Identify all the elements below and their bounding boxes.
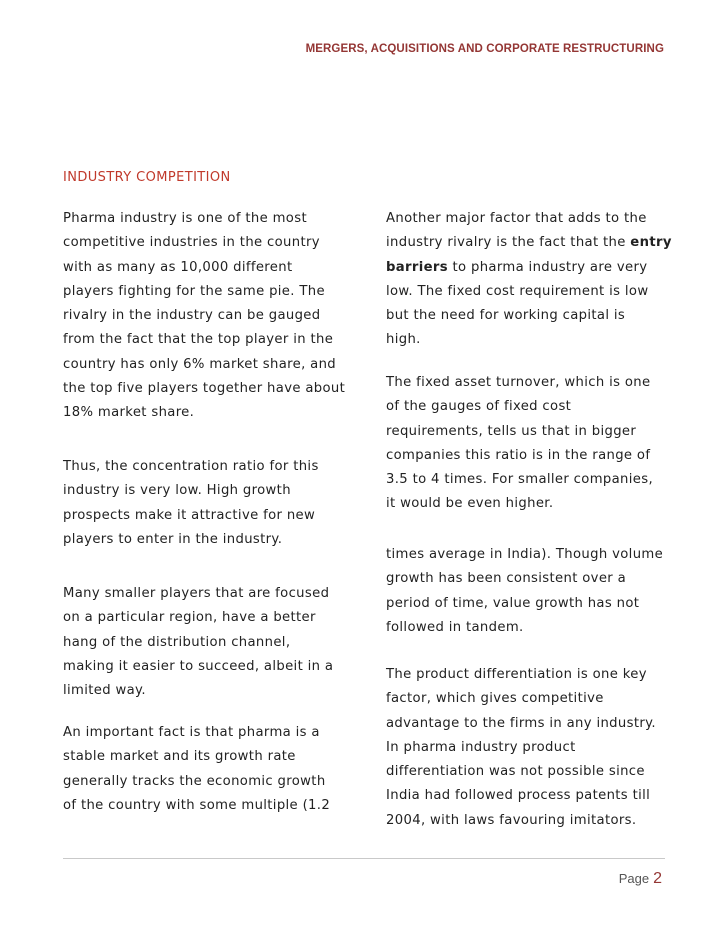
page-number: 2 <box>653 870 662 887</box>
text-line: The product differentiation is one key <box>386 667 647 682</box>
right-paragraph-1 <box>386 207 672 353</box>
text-line: players to enter in the industry. <box>63 531 283 547</box>
emphasis-barriers: barriers <box>386 259 448 275</box>
text-line: of the country with some multiple (1.2 <box>63 797 331 813</box>
text-line: on a particular region, have a better <box>63 610 316 626</box>
text-line: 3.5 to 4 times. For smaller companies, <box>386 472 653 488</box>
text-line: The fixed asset turnover, which is one <box>386 375 651 390</box>
text-line: In pharma industry product <box>386 739 576 755</box>
text-segment: to pharma industry are very <box>447 259 648 275</box>
text-line <box>386 256 672 280</box>
text-line: generally tracks the economic growth <box>63 773 326 789</box>
text-line: country has only 6% market share, and <box>63 356 337 372</box>
right-paragraph-3 <box>386 543 663 640</box>
text-line <box>386 231 672 255</box>
text-line: India had followed process patents till <box>386 788 651 804</box>
text-line: Many smaller players that are focused <box>63 586 330 601</box>
text-line: with as many as 10,000 different <box>63 259 293 275</box>
left-paragraph-2 <box>63 455 319 552</box>
text-line: limited way. <box>63 683 146 699</box>
emphasis-entry: entry <box>630 235 672 251</box>
text-line: 2004, with laws favouring imitators. <box>386 812 637 828</box>
text-line: making it easier to succeed, albeit in a <box>63 658 334 674</box>
text-line: requirements, tells us that in bigger <box>386 423 637 439</box>
page-label: Page <box>618 871 650 886</box>
text-line: but the need for working capital is <box>386 308 626 324</box>
text-line: differentiation was not possible since <box>386 764 645 780</box>
left-paragraph-4 <box>63 721 330 818</box>
text-line: Pharma industry is one of the most <box>63 211 307 226</box>
text-line: period of time, value growth has not <box>386 595 640 611</box>
page-footer <box>619 870 662 888</box>
section-heading: INDUSTRY COMPETITION <box>63 170 231 185</box>
running-header: MERGERS, ACQUISITIONS AND CORPORATE RESTRUCTURING <box>305 43 664 55</box>
text-line: hang of the distribution channel, <box>63 634 291 650</box>
text-line: times average in India). Though volume <box>386 547 664 562</box>
text-line: prospects make it attractive for new <box>63 507 316 523</box>
text-line: from the fact that the top player in the <box>63 332 334 348</box>
text-line: Thus, the concentration ratio for this <box>63 459 319 474</box>
text-line: advantage to the firms in any industry. <box>386 715 656 731</box>
text-line: of the gauges of fixed cost <box>386 399 572 415</box>
text-line: factor, which gives competitive <box>386 691 604 707</box>
text-line: low. The fixed cost requirement is low <box>386 283 649 299</box>
text-line: rivalry in the industry can be gauged <box>63 308 321 324</box>
text-line: An important fact is that pharma is a <box>63 725 320 740</box>
text-line: players fighting for the same pie. The <box>63 283 325 299</box>
left-paragraph-3 <box>63 582 333 703</box>
text-line: 18% market share. <box>63 405 195 421</box>
text-segment: industry rivalry is the fact that the <box>386 235 631 251</box>
right-paragraph-2 <box>386 371 653 517</box>
text-line: Another major factor that adds to the <box>386 211 647 226</box>
footer-divider <box>63 858 665 859</box>
text-line: growth has been consistent over a <box>386 571 627 587</box>
left-paragraph-1 <box>63 207 345 426</box>
text-line: industry is very low. High growth <box>63 483 291 499</box>
right-paragraph-4 <box>386 663 656 833</box>
text-line: competitive industries in the country <box>63 235 320 251</box>
text-line: it would be even higher. <box>386 496 554 512</box>
text-line: stable market and its growth rate <box>63 749 296 765</box>
text-line: the top five players together have about <box>63 381 346 397</box>
text-line: companies this ratio is in the range of <box>386 447 651 463</box>
text-line: followed in tandem. <box>386 619 524 635</box>
text-line: high. <box>386 332 421 348</box>
